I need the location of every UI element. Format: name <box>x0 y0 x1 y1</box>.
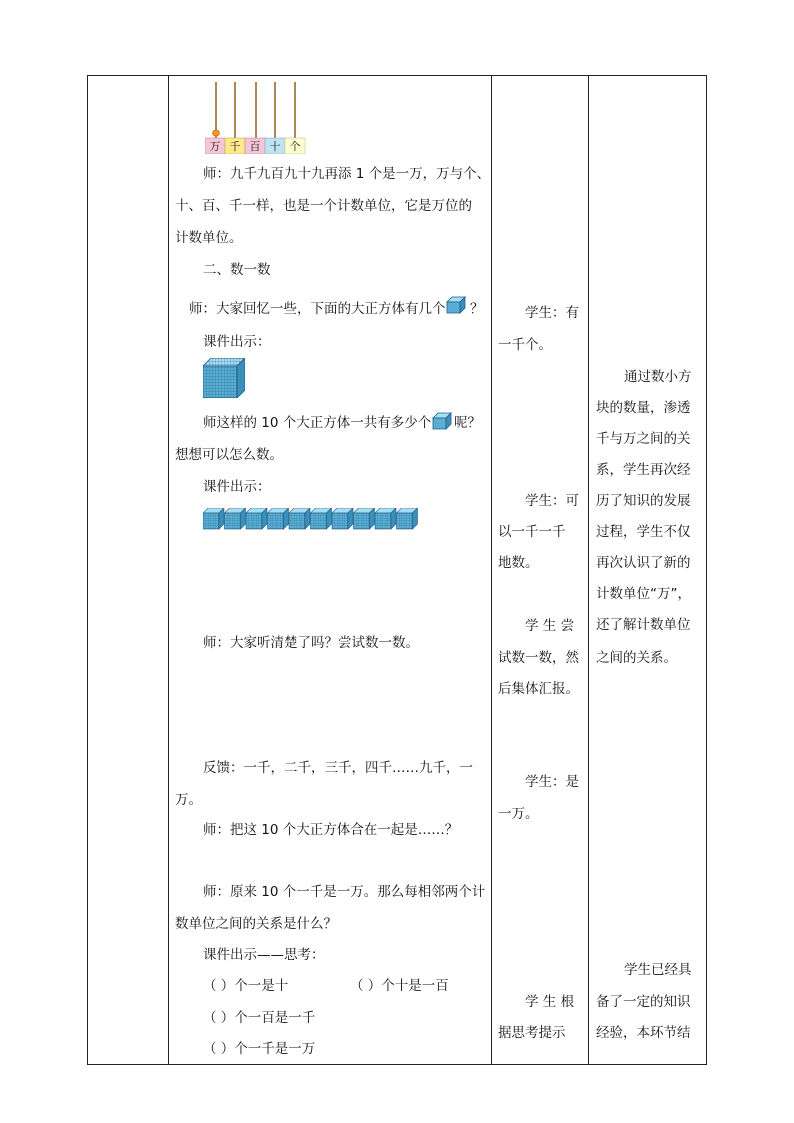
student-answer4-line1: 学生：是 <box>525 774 579 790</box>
teacher-question2-b: 呢？ <box>454 415 481 431</box>
cube-3 <box>246 508 267 529</box>
courseware-show-2: 课件出示： <box>203 479 271 495</box>
table-divider-1 <box>168 75 169 1065</box>
intent1-line5: 历了知识的发展 <box>596 493 691 509</box>
cube-7 <box>332 508 353 529</box>
intent1-line10: 之间的关系。 <box>596 650 677 666</box>
intent2-line2: 备了一定的知识 <box>596 994 691 1010</box>
cube-8 <box>354 508 375 529</box>
table-border-bottom <box>87 1064 707 1065</box>
small-cube-icon <box>446 296 466 314</box>
cube-1 <box>203 508 224 529</box>
teacher-question2-line2: 想想可以怎么数。 <box>175 447 283 463</box>
teacher-relation-line1: 师：原来 10 个一千是一万。那么每相邻两个计 <box>203 884 486 900</box>
cube-6 <box>311 508 332 529</box>
student-answer3-line2: 试数一数，然 <box>498 650 579 666</box>
label-shi: 十 <box>269 140 281 153</box>
ten-large-cubes-image <box>203 508 425 530</box>
counting-frame-image <box>205 82 315 154</box>
teacher-listen: 师：大家听清楚了吗？尝试数一数。 <box>203 635 419 651</box>
student-answer3-line3: 后集体汇报。 <box>498 681 579 697</box>
label-ge: 个 <box>289 140 301 153</box>
student-answer5-line2: 据思考提示 <box>498 1025 566 1041</box>
intent1-line1: 通过数小方 <box>624 369 692 385</box>
label-qian: 千 <box>229 140 241 153</box>
intent2-line3: 经验，本环节结 <box>596 1025 691 1041</box>
student-answer2-line2: 以一千一千 <box>498 524 566 540</box>
teacher-question1 <box>189 299 446 319</box>
student-answer2-line3: 地数。 <box>498 555 539 571</box>
feedback-line2: 万。 <box>175 792 202 808</box>
fill-blank-3: （ ）个一百是一千 <box>203 1010 316 1026</box>
table-border-left <box>87 75 88 1065</box>
teacher-p1-line3: 计数单位。 <box>175 230 243 246</box>
student-answer2-line1: 学生：可 <box>525 493 579 509</box>
intent1-line6: 过程，学生不仅 <box>596 524 691 540</box>
intent1-line8: 计数单位“万”， <box>596 586 691 602</box>
courseware-show-1: 课件出示： <box>203 334 271 350</box>
cube-4 <box>268 508 289 529</box>
student-answer1-line1: 学生：有 <box>525 305 579 321</box>
abacus-bead <box>213 130 220 136</box>
table-divider-2 <box>491 75 492 1065</box>
student-answer5-line1: 学 生 根 <box>525 994 575 1010</box>
teacher-question2-a: 师这样的 10 个大正方体一共有多少个 <box>203 415 432 431</box>
cube-2 <box>225 508 246 529</box>
section-heading-count: 二、数一数 <box>203 262 271 278</box>
intent1-line2: 块的数量，渗透 <box>596 400 691 416</box>
label-wan: 万 <box>209 140 221 153</box>
fill-blank-4: （ ）个一千是一万 <box>203 1041 316 1057</box>
feedback-line1: 反馈：一千，二千，三千，四千……九千，一 <box>203 760 473 776</box>
intent1-line4: 系，学生再次经 <box>596 462 691 478</box>
courseware-think: 课件出示——思考： <box>203 947 325 963</box>
cube-5 <box>289 508 310 529</box>
cube-10 <box>397 508 418 529</box>
student-answer3-line1: 学 生 尝 <box>525 618 575 634</box>
fill-blank-2: （ ）个十是一百 <box>350 978 449 994</box>
student-answer1-line2: 一千个。 <box>498 337 552 353</box>
intent1-line3: 千与万之间的关 <box>596 431 691 447</box>
teacher-combine: 师：把这 10 个大正方体合在一起是……？ <box>203 822 459 838</box>
teacher-relation-line2: 数单位之间的关系是什么？ <box>175 916 337 932</box>
large-cube-image <box>203 358 245 398</box>
label-bai: 百 <box>249 140 261 153</box>
table-border-top <box>87 75 707 76</box>
teacher-p1-line2: 十、百、千一样，也是一个计数单位，它是万位的 <box>175 198 472 214</box>
cube-9 <box>375 508 396 529</box>
intent2-line1: 学生已经具 <box>624 962 692 978</box>
teacher-p1-line1: 师：九千九百九十九再添 1 个是一万，万与个、 <box>203 166 491 182</box>
small-cube-icon-2 <box>432 412 452 430</box>
intent1-line9: 还了解计数单位 <box>596 617 691 633</box>
table-border-right <box>706 75 707 1065</box>
intent1-line7: 再次认识了新的 <box>596 555 691 571</box>
counting-rods <box>216 82 295 138</box>
student-answer4-line2: 一万。 <box>498 806 539 822</box>
teacher-question1-text: 师：大家回忆一些，下面的大正方体有几个 <box>189 301 446 317</box>
table-divider-3 <box>588 75 589 1065</box>
fill-blank-1: （ ）个一是十 <box>203 978 289 994</box>
teacher-question1-end: ？ <box>470 301 484 317</box>
